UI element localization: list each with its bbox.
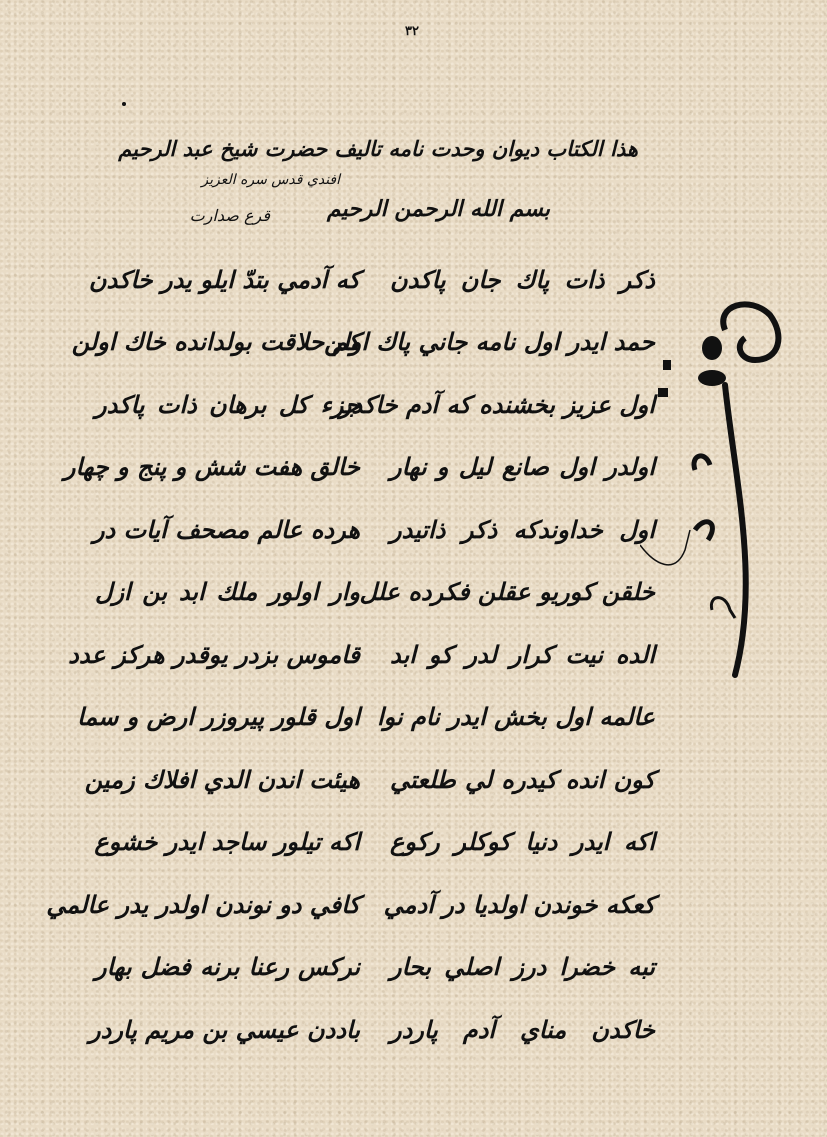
hemistich-right: اكه ايدر دنيا كوكلر ركوع — [390, 827, 655, 857]
couplet — [88, 248, 655, 311]
hemistich-left: خالق هفت شش و پنج و چهار — [63, 452, 360, 482]
hemistich-right: كعكه خوندن اولديا در آدمي — [383, 889, 655, 919]
hemistich-right: الده نيت كرار لدر كو ابد — [390, 639, 655, 669]
basmala-aside: قرع صدارت — [189, 206, 270, 225]
couplet — [84, 748, 655, 811]
manuscript-header: هذا الكتاب ديوان وحدت نامه تاليف حضرت شيخ عبد الرحيم — [118, 136, 638, 161]
manuscript-header-subtitle: افندي قدس سره العزيز — [201, 172, 340, 188]
hemistich-right: تبه خضرا درز اصلي بحار — [390, 952, 655, 982]
hemistich-right: ذكر ذات پاك جان پاكدن — [390, 264, 655, 294]
hemistich-right: اولدر اول صانع ليل و نهار — [390, 452, 655, 482]
hemistich-right: خلقن كوريو عقلن فكرده علل — [359, 577, 655, 607]
couplet — [63, 436, 655, 499]
hemistich-right: عالمه اول بخش ايدر نام نوا — [376, 702, 655, 732]
hemistich-left: وار اولور ملك ابد بن ازل — [95, 577, 360, 607]
hemistich-left: كافي دو نوندن اولدر يدر عالمي — [46, 889, 360, 919]
hemistich-right: اول عزيز بخشنده كه آدم خاكدر — [339, 389, 655, 419]
hemistich-left: قاموس بزدر يوقدر هركز عدد — [68, 639, 360, 669]
hemistich-left: باددن عيسي بن مريم پاردر — [89, 1014, 360, 1044]
ink-mark — [122, 102, 126, 106]
hemistich-left: هرده عالم مصحف آيات در — [92, 514, 360, 544]
couplet — [92, 498, 655, 561]
hemistich-left: كم حلاقت بولدانده خاك اولن — [71, 327, 360, 357]
couplet — [95, 561, 655, 624]
hemistich-right: كون انده كيدره لي طلعتي — [390, 764, 655, 794]
hemistich-right: حمد ايدر اول نامه جاني پاك اولن — [324, 327, 655, 357]
hemistich-left: هيئت اندن الدي افلاك زمين — [84, 764, 360, 794]
couplet — [46, 873, 655, 936]
marginal-calligraphy — [640, 300, 790, 680]
hemistich-left: اول قلور پيروزر ارض و سما — [77, 702, 360, 732]
hemistich-left: نركس رعنا برنه فضل بهار — [95, 952, 360, 982]
couplet — [71, 311, 655, 374]
couplet — [95, 936, 655, 999]
couplet — [95, 373, 655, 436]
hemistich-left: كه آدمي بتدّ ايلو يدر خاكدن — [88, 264, 360, 294]
hemistich-left: جزء كل برهان ذات پاكدر — [95, 389, 360, 419]
basmala: بسم الله الرحمن الرحيم — [326, 196, 550, 222]
verse-block — [46, 248, 655, 1061]
couplet — [95, 811, 655, 874]
couplet — [77, 686, 655, 749]
page-number: ٣٢ — [405, 24, 419, 39]
hemistich-left: اكه تيلور ساجد ايدر خشوع — [94, 827, 360, 857]
couplet — [68, 623, 655, 686]
hemistich-right: اول خداوندكه ذكر ذاتيدر — [390, 514, 655, 544]
hemistich-right: خاكدن مناي آدم پاردر — [390, 1014, 655, 1044]
couplet — [89, 998, 655, 1061]
